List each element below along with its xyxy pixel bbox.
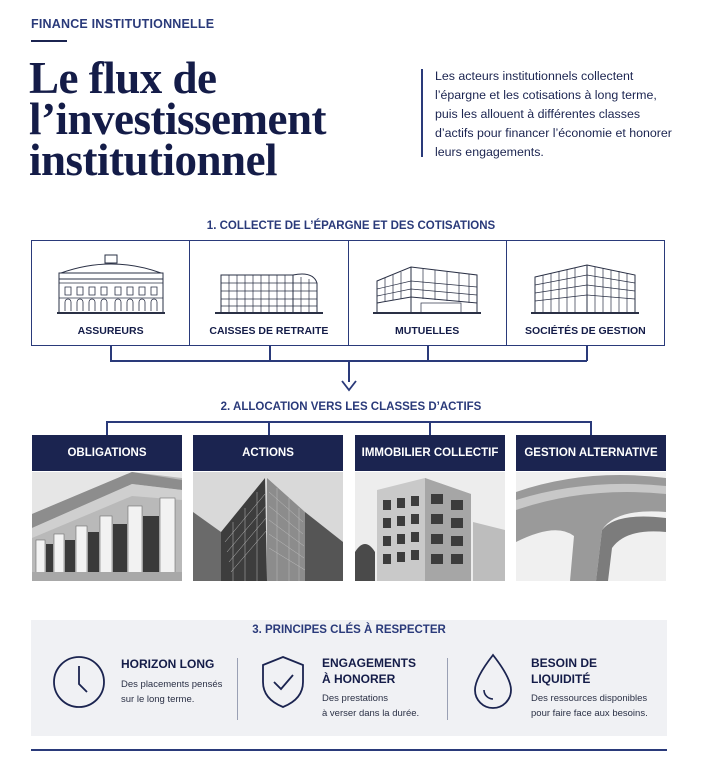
asset-label-text: GESTION ALTERNATIVE (524, 447, 658, 459)
connector-line (106, 421, 591, 423)
principle-title-line: LIQUIDITÉ (531, 672, 591, 686)
clock-icon (51, 654, 107, 710)
principle-text (121, 677, 222, 707)
divider (447, 658, 448, 720)
asset-label (516, 435, 666, 471)
page-title (29, 53, 409, 185)
principle-text-line: Des placements pensés (121, 679, 223, 690)
asset-card-gestion-alternative (516, 435, 666, 581)
apartment-block-image (355, 472, 505, 581)
principles-panel (31, 620, 667, 736)
divider (237, 658, 238, 720)
columned-facade-image (32, 472, 182, 581)
section-1-heading: 1. COLLECTE DE L’ÉPARGNE ET DES COTISATIONS (206, 220, 496, 232)
principle-text (322, 691, 419, 721)
principle-title: HORIZON LONG (121, 657, 215, 671)
principle-title-line: BESOIN DE (531, 656, 598, 670)
principle-text-line: pour faire face aux besoins. (531, 708, 648, 719)
institution-caisses-de-retraite (190, 241, 348, 345)
shield-check-icon (259, 654, 307, 710)
section-3-heading: 3. PRINCIPES CLÉS À RESPECTER (252, 624, 446, 636)
principle-text-line: à verser dans la durée. (322, 708, 420, 719)
droplet-icon (471, 652, 515, 712)
principle-engagements (322, 655, 419, 721)
principle-title (531, 655, 648, 687)
section-2-heading: 2. ALLOCATION VERS LES CLASSES D’ACTIFS (220, 401, 482, 413)
bottom-rule (31, 749, 667, 751)
title-line-1: Le flux de (29, 53, 217, 103)
institution-assureurs (32, 241, 190, 345)
institution-label: SOCIÉTÉS DE GESTION (524, 325, 646, 337)
principle-text (531, 691, 648, 721)
kicker-underline (31, 40, 67, 42)
institution-label: ASSUREURS (77, 325, 144, 337)
glass-skyscrapers-image (193, 472, 343, 581)
asset-card-obligations (32, 435, 182, 581)
connector-line (268, 421, 270, 435)
connector-line (269, 346, 271, 361)
institution-label: CAISSES DE RETRAITE (209, 325, 329, 337)
title-line-2: l’investissement (29, 94, 326, 144)
institution-mutuelles (349, 241, 507, 345)
connector-line (586, 346, 588, 361)
intro-accent-bar (421, 69, 423, 157)
asset-card-immobilier-collectif (355, 435, 505, 581)
institution-societes-de-gestion (507, 241, 664, 345)
principle-title-line: ENGAGEMENTS (322, 656, 417, 670)
title-line-3: institutionnel (29, 135, 278, 185)
connector-line (590, 421, 592, 435)
asset-card-actions (193, 435, 343, 581)
glass-building-icon (371, 253, 483, 317)
principle-liquidite (531, 655, 648, 721)
asset-label: OBLIGATIONS (32, 435, 182, 471)
tower-building-icon (529, 253, 641, 317)
institutions-row (31, 240, 665, 346)
principle-horizon-long (121, 656, 222, 707)
curved-infrastructure-image (516, 472, 666, 581)
classical-building-icon (55, 253, 167, 317)
arrow-down-icon (341, 380, 357, 392)
asset-label: IMMOBILIER COLLECTIF (355, 435, 505, 471)
connector-line (110, 346, 112, 361)
connector-line (429, 421, 431, 435)
connector-line (106, 421, 108, 435)
asset-label: ACTIONS (193, 435, 343, 471)
connector-line (427, 346, 429, 361)
principle-title-line: À HONORER (322, 672, 396, 686)
principle-title (322, 655, 419, 687)
connector-line (348, 360, 350, 382)
modern-office-building-icon (213, 253, 325, 317)
principle-text-line: Des prestations (322, 693, 389, 704)
principle-text-line: sur le long terme. (121, 694, 195, 705)
institution-label: MUTUELLES (395, 325, 460, 337)
principle-text-line: Des ressources disponibles (531, 693, 648, 704)
intro-text: Les acteurs institutionnels collectent l’épargne et les cotisations à long terme, puis les allouent à différentes classes d’actifs pour financer l’économie et honorer leurs engagements. (435, 69, 672, 159)
kicker: FINANCE INSTITUTIONNELLE (31, 17, 215, 31)
